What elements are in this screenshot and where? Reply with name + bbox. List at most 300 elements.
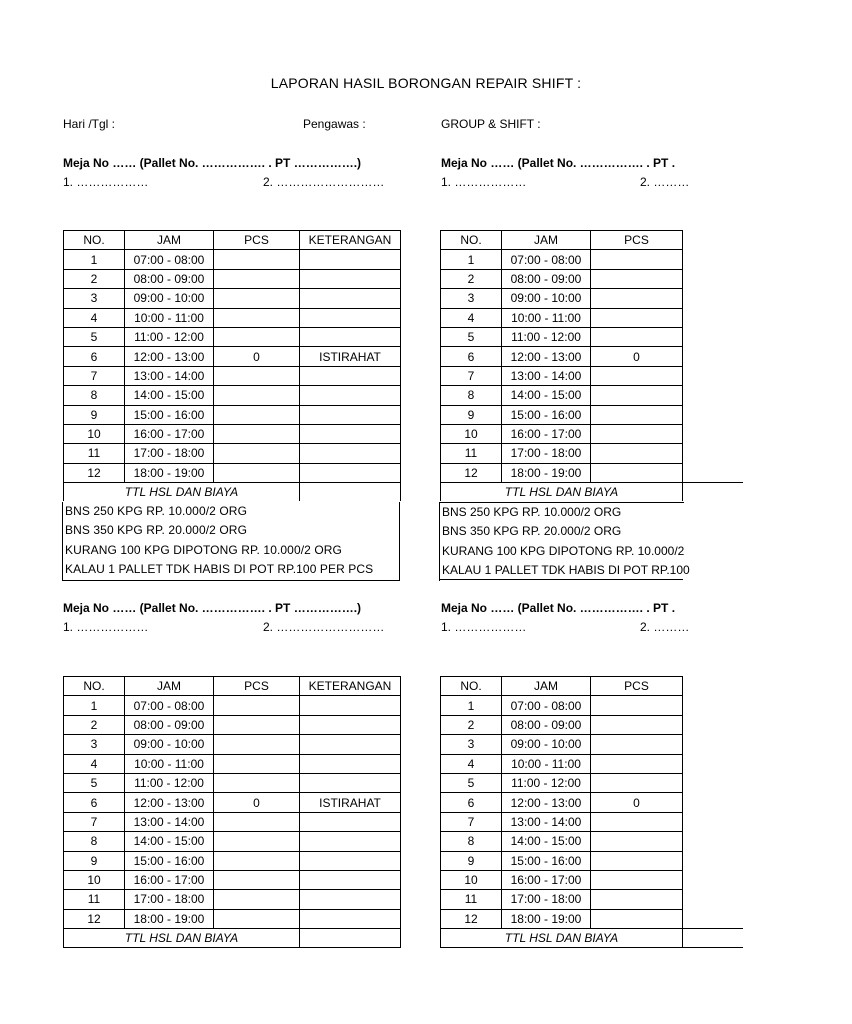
bonus-notes-left (62, 502, 400, 581)
note-line: BNS 250 KPG RP. 10.000/2 ORG (65, 504, 248, 518)
row-no: 6 (441, 793, 502, 812)
table-row (64, 444, 401, 463)
row-no: 10 (64, 870, 125, 889)
meja-line-right-1: Meja No …… (Pallet No. ……………. . PT . (441, 156, 676, 170)
row-pcs (214, 909, 300, 928)
table-row (64, 289, 401, 308)
total-value (300, 483, 401, 502)
row-jam: 09:00 - 10:00 (125, 735, 214, 754)
row-jam: 12:00 - 13:00 (125, 347, 214, 366)
row-jam: 11:00 - 12:00 (502, 327, 591, 346)
row-jam: 09:00 - 10:00 (502, 735, 591, 754)
row-keterangan (683, 890, 743, 909)
hourly-table-left-2 (63, 676, 401, 948)
row-keterangan (300, 250, 401, 269)
row-no: 6 (441, 347, 502, 366)
table-row (441, 890, 743, 909)
row-keterangan (300, 735, 401, 754)
table-row (441, 715, 743, 734)
row-keterangan (300, 308, 401, 327)
row-keterangan (300, 444, 401, 463)
row-keterangan (683, 715, 743, 734)
row-pcs (591, 424, 683, 443)
row-no: 5 (441, 773, 502, 792)
row-pcs: 0 (591, 347, 683, 366)
row-no: 5 (64, 327, 125, 346)
worker-2-left-1: 2. ……………………… (263, 175, 385, 189)
row-keterangan (300, 424, 401, 443)
table-row (441, 773, 743, 792)
row-pcs (214, 366, 300, 385)
hourly-report-table (440, 230, 743, 501)
row-jam: 12:00 - 13:00 (125, 793, 214, 812)
row-keterangan (683, 308, 743, 327)
row-pcs (214, 773, 300, 792)
row-keterangan (683, 754, 743, 773)
row-jam: 18:00 - 19:00 (125, 909, 214, 928)
row-no: 12 (64, 909, 125, 928)
row-pcs (214, 870, 300, 889)
row-jam: 14:00 - 15:00 (125, 832, 214, 851)
row-pcs (591, 715, 683, 734)
table-header-row (441, 677, 743, 696)
row-pcs: 0 (214, 347, 300, 366)
row-pcs (214, 735, 300, 754)
row-keterangan (300, 327, 401, 346)
header-pcs: PCS (591, 677, 683, 696)
table-row (64, 754, 401, 773)
row-jam: 16:00 - 17:00 (502, 424, 591, 443)
row-no: 4 (441, 308, 502, 327)
table-row (64, 250, 401, 269)
row-no: 11 (64, 444, 125, 463)
table-row (441, 366, 743, 385)
row-pcs (591, 870, 683, 889)
row-keterangan (683, 735, 743, 754)
row-no: 8 (441, 832, 502, 851)
row-pcs (214, 444, 300, 463)
row-pcs (591, 386, 683, 405)
row-no: 2 (441, 715, 502, 734)
row-no: 7 (64, 366, 125, 385)
row-pcs (214, 327, 300, 346)
row-no: 1 (441, 250, 502, 269)
row-jam: 08:00 - 09:00 (125, 269, 214, 288)
worker-2-left-2: 2. ……………………… (263, 620, 385, 634)
table-row (64, 890, 401, 909)
hari-tgl-label: Hari /Tgl : (63, 117, 116, 131)
table-row (441, 250, 743, 269)
row-keterangan (300, 366, 401, 385)
row-no: 7 (441, 812, 502, 831)
row-jam: 13:00 - 14:00 (125, 812, 214, 831)
table-row (64, 327, 401, 346)
table-row (441, 909, 743, 928)
row-no: 4 (441, 754, 502, 773)
row-pcs (591, 366, 683, 385)
row-no: 7 (64, 812, 125, 831)
header-keterangan (683, 677, 743, 696)
table-row (441, 832, 743, 851)
hourly-table-right-2 (440, 676, 683, 951)
total-value (683, 929, 743, 948)
row-no: 8 (64, 832, 125, 851)
row-no: 9 (64, 851, 125, 870)
row-keterangan (300, 832, 401, 851)
row-jam: 17:00 - 18:00 (125, 444, 214, 463)
row-pcs (591, 773, 683, 792)
row-pcs (214, 754, 300, 773)
row-keterangan (300, 715, 401, 734)
hourly-report-table (440, 676, 743, 948)
note-line: BNS 350 KPG RP. 20.000/2 ORG (65, 523, 248, 538)
row-no: 12 (441, 909, 502, 928)
total-value (683, 483, 743, 502)
row-keterangan (300, 405, 401, 424)
table-row (441, 327, 743, 346)
row-no: 4 (64, 308, 125, 327)
header-pcs: PCS (214, 231, 300, 250)
table-row (441, 870, 743, 889)
row-no: 11 (441, 444, 502, 463)
row-no: 7 (441, 366, 502, 385)
row-keterangan (683, 405, 743, 424)
table-row (64, 715, 401, 734)
row-jam: 17:00 - 18:00 (502, 890, 591, 909)
row-keterangan (300, 386, 401, 405)
table-row (441, 347, 743, 366)
hourly-report-table (63, 676, 401, 948)
table-row (64, 851, 401, 870)
group-shift-label: GROUP & SHIFT : (441, 117, 541, 131)
table-row (64, 424, 401, 443)
row-keterangan: ISTIRAHAT (300, 347, 401, 366)
table-row (441, 812, 743, 831)
row-keterangan (683, 696, 743, 715)
row-keterangan (683, 444, 743, 463)
table-row (64, 386, 401, 405)
hourly-table-left-1 (63, 230, 401, 501)
table-row (64, 308, 401, 327)
row-jam: 18:00 - 19:00 (502, 909, 591, 928)
row-keterangan (683, 289, 743, 308)
row-no: 2 (64, 269, 125, 288)
total-row (64, 483, 401, 502)
table-row (441, 308, 743, 327)
total-row (64, 929, 401, 948)
total-label: TTL HSL DAN BIAYA (441, 483, 683, 502)
row-jam: 16:00 - 17:00 (502, 870, 591, 889)
row-jam: 15:00 - 16:00 (502, 405, 591, 424)
row-no: 8 (64, 386, 125, 405)
total-label: TTL HSL DAN BIAYA (64, 483, 300, 502)
row-jam: 14:00 - 15:00 (502, 386, 591, 405)
row-no: 10 (441, 424, 502, 443)
row-jam: 13:00 - 14:00 (502, 366, 591, 385)
row-no: 5 (64, 773, 125, 792)
row-keterangan (683, 347, 743, 366)
table-row (64, 405, 401, 424)
row-no: 11 (441, 890, 502, 909)
total-row (441, 929, 743, 948)
table-row (64, 696, 401, 715)
total-value (300, 929, 401, 948)
row-keterangan (683, 793, 743, 812)
row-keterangan (683, 851, 743, 870)
bonus-notes-right (439, 502, 690, 581)
table-row (64, 269, 401, 288)
row-jam: 13:00 - 14:00 (125, 366, 214, 385)
row-jam: 18:00 - 19:00 (125, 463, 214, 482)
row-jam: 10:00 - 11:00 (125, 308, 214, 327)
row-pcs (591, 890, 683, 909)
row-no: 6 (64, 793, 125, 812)
header-pcs: PCS (591, 231, 683, 250)
row-jam: 16:00 - 17:00 (125, 870, 214, 889)
row-jam: 15:00 - 16:00 (502, 851, 591, 870)
header-jam: JAM (125, 677, 214, 696)
row-keterangan: ISTIRAHAT (300, 793, 401, 812)
row-pcs (591, 851, 683, 870)
header-jam: JAM (502, 231, 591, 250)
table-row (441, 289, 743, 308)
row-jam: 15:00 - 16:00 (125, 405, 214, 424)
row-no: 9 (441, 851, 502, 870)
table-row (441, 386, 743, 405)
row-jam: 12:00 - 13:00 (502, 793, 591, 812)
row-jam: 12:00 - 13:00 (502, 347, 591, 366)
row-jam: 09:00 - 10:00 (125, 289, 214, 308)
row-pcs (214, 405, 300, 424)
row-pcs (214, 308, 300, 327)
row-no: 4 (64, 754, 125, 773)
meja-line-left-2: Meja No …… (Pallet No. ……………. . PT …………….) (63, 601, 362, 615)
header-no: NO. (441, 231, 502, 250)
meja-line-left-1: Meja No …… (Pallet No. ……………. . PT …………….) (63, 156, 362, 170)
row-no: 2 (64, 715, 125, 734)
row-jam: 11:00 - 12:00 (125, 327, 214, 346)
table-row (441, 793, 743, 812)
row-pcs: 0 (591, 793, 683, 812)
table-row (64, 832, 401, 851)
table-row (64, 347, 401, 366)
row-jam: 11:00 - 12:00 (125, 773, 214, 792)
row-no: 3 (64, 735, 125, 754)
row-keterangan (300, 773, 401, 792)
row-pcs (591, 463, 683, 482)
worker-1-left-2: 1. ……………… (63, 620, 149, 634)
table-row (64, 773, 401, 792)
row-no: 6 (64, 347, 125, 366)
header-keterangan (683, 231, 743, 250)
hourly-table-right-1 (440, 230, 683, 505)
table-row (441, 405, 743, 424)
table-header-row (64, 231, 401, 250)
header-no: NO. (441, 677, 502, 696)
row-keterangan (300, 696, 401, 715)
row-pcs (214, 250, 300, 269)
row-pcs (214, 269, 300, 288)
row-no: 1 (64, 696, 125, 715)
table-header-row (64, 677, 401, 696)
table-row (441, 463, 743, 482)
row-jam: 08:00 - 09:00 (502, 269, 591, 288)
row-pcs (591, 909, 683, 928)
row-keterangan (683, 250, 743, 269)
row-keterangan (683, 463, 743, 482)
row-no: 3 (64, 289, 125, 308)
total-label: TTL HSL DAN BIAYA (64, 929, 300, 948)
header-keterangan: KETERANGAN (300, 677, 401, 696)
header-jam: JAM (502, 677, 591, 696)
hourly-report-table (63, 230, 401, 501)
row-no: 1 (441, 696, 502, 715)
row-jam: 15:00 - 16:00 (125, 851, 214, 870)
row-pcs (591, 696, 683, 715)
row-keterangan (683, 773, 743, 792)
header-jam: JAM (125, 231, 214, 250)
table-row (441, 696, 743, 715)
total-row (441, 483, 743, 502)
worker-1-right-2: 1. ……………… (441, 620, 527, 634)
row-jam: 08:00 - 09:00 (502, 715, 591, 734)
meja-line-right-2: Meja No …… (Pallet No. ……………. . PT . (441, 601, 676, 615)
row-pcs (591, 269, 683, 288)
row-pcs (214, 289, 300, 308)
row-jam: 14:00 - 15:00 (125, 386, 214, 405)
table-row (64, 812, 401, 831)
row-jam: 07:00 - 08:00 (502, 250, 591, 269)
row-jam: 07:00 - 08:00 (502, 696, 591, 715)
worker-1-right-1: 1. ……………… (441, 175, 527, 189)
row-jam: 17:00 - 18:00 (125, 890, 214, 909)
row-pcs (214, 832, 300, 851)
row-keterangan (300, 909, 401, 928)
row-pcs (214, 890, 300, 909)
row-no: 12 (441, 463, 502, 482)
row-pcs (214, 851, 300, 870)
row-pcs (214, 696, 300, 715)
row-keterangan (300, 890, 401, 909)
table-row (441, 735, 743, 754)
row-no: 9 (64, 405, 125, 424)
row-keterangan (300, 463, 401, 482)
row-keterangan (300, 851, 401, 870)
row-jam: 10:00 - 11:00 (125, 754, 214, 773)
table-row (64, 870, 401, 889)
table-row (64, 735, 401, 754)
row-jam: 11:00 - 12:00 (502, 773, 591, 792)
table-row (441, 424, 743, 443)
row-jam: 09:00 - 10:00 (502, 289, 591, 308)
pengawas-label: Pengawas : (303, 117, 366, 131)
table-header-row (441, 231, 743, 250)
row-pcs (591, 832, 683, 851)
row-pcs (214, 463, 300, 482)
note-line: KALAU 1 PALLET TDK HABIS DI POT RP.100 (442, 563, 690, 578)
row-no: 3 (441, 289, 502, 308)
row-pcs (214, 386, 300, 405)
row-keterangan (300, 754, 401, 773)
row-pcs (591, 327, 683, 346)
note-line: KURANG 100 KPG DIPOTONG RP. 10.000/2 ORG (65, 542, 342, 557)
worker-1-left-1: 1. ……………… (63, 175, 149, 189)
row-no: 12 (64, 463, 125, 482)
row-keterangan (683, 366, 743, 385)
row-pcs (591, 289, 683, 308)
row-keterangan (683, 812, 743, 831)
note-line: KALAU 1 PALLET TDK HABIS DI POT RP.100 PER PCS (65, 562, 374, 577)
row-pcs (591, 754, 683, 773)
row-no: 10 (64, 424, 125, 443)
row-no: 10 (441, 870, 502, 889)
row-keterangan (683, 870, 743, 889)
row-no: 2 (441, 269, 502, 288)
row-keterangan (683, 832, 743, 851)
row-pcs (591, 812, 683, 831)
row-pcs (591, 250, 683, 269)
row-no: 9 (441, 405, 502, 424)
note-line: KURANG 100 KPG DIPOTONG RP. 10.000/2 (442, 543, 685, 558)
row-pcs (214, 424, 300, 443)
row-keterangan (683, 424, 743, 443)
row-keterangan (300, 870, 401, 889)
table-row (441, 444, 743, 463)
header-no: NO. (64, 231, 125, 250)
row-pcs: 0 (214, 793, 300, 812)
row-jam: 10:00 - 11:00 (502, 308, 591, 327)
row-pcs (591, 405, 683, 424)
row-no: 1 (64, 250, 125, 269)
table-row (441, 754, 743, 773)
note-line: BNS 350 KPG RP. 20.000/2 ORG (442, 524, 622, 539)
row-pcs (591, 444, 683, 463)
row-no: 3 (441, 735, 502, 754)
header-no: NO. (64, 677, 125, 696)
table-row (64, 793, 401, 812)
row-jam: 10:00 - 11:00 (502, 754, 591, 773)
row-pcs (591, 735, 683, 754)
table-row (441, 269, 743, 288)
row-keterangan (683, 327, 743, 346)
row-no: 11 (64, 890, 125, 909)
row-jam: 14:00 - 15:00 (502, 832, 591, 851)
header-keterangan: KETERANGAN (300, 231, 401, 250)
table-row (441, 851, 743, 870)
worker-2-right-2: 2. ……… (640, 620, 690, 634)
row-pcs (591, 308, 683, 327)
row-jam: 07:00 - 08:00 (125, 696, 214, 715)
header-pcs: PCS (214, 677, 300, 696)
row-jam: 16:00 - 17:00 (125, 424, 214, 443)
row-keterangan (683, 269, 743, 288)
row-jam: 18:00 - 19:00 (502, 463, 591, 482)
note-line: BNS 250 KPG RP. 10.000/2 ORG (442, 505, 622, 519)
row-pcs (214, 715, 300, 734)
page-title: LAPORAN HASIL BORONGAN REPAIR SHIFT : (270, 75, 582, 91)
row-jam: 07:00 - 08:00 (125, 250, 214, 269)
row-jam: 13:00 - 14:00 (502, 812, 591, 831)
table-row (64, 366, 401, 385)
total-label: TTL HSL DAN BIAYA (441, 929, 683, 948)
worker-2-right-1: 2. ……… (640, 175, 690, 189)
row-keterangan (300, 289, 401, 308)
row-pcs (214, 812, 300, 831)
row-keterangan (683, 909, 743, 928)
row-keterangan (683, 386, 743, 405)
row-no: 8 (441, 386, 502, 405)
row-no: 5 (441, 327, 502, 346)
